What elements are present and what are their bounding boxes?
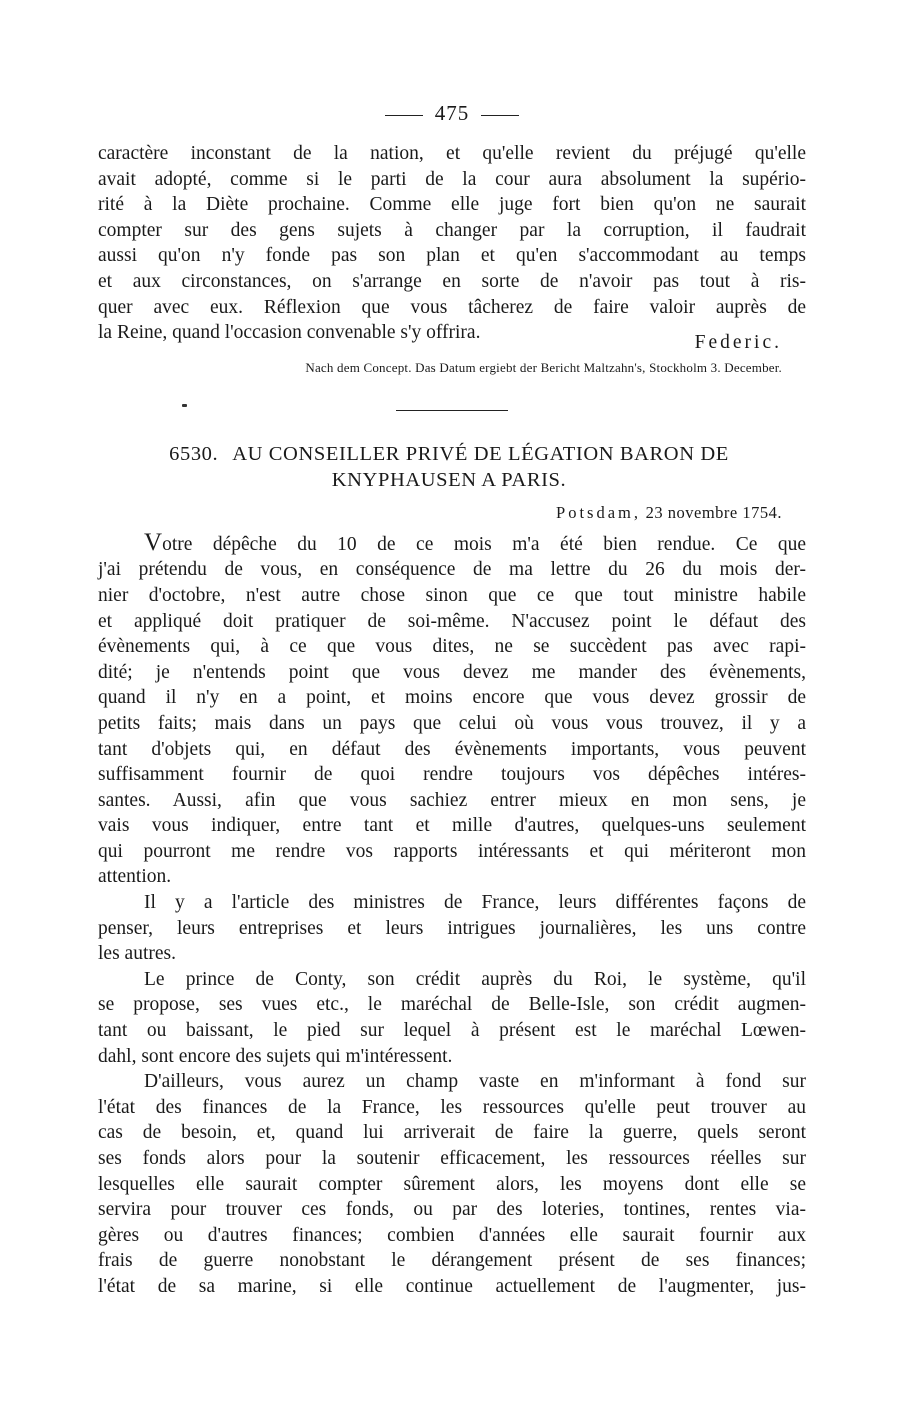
header-dash-right xyxy=(481,115,519,116)
header-dash-left xyxy=(385,115,423,116)
heading-title-1: AU CONSEILLER PRIVÉ DE LÉGATION BARON DE xyxy=(232,442,729,465)
paragraph-2 xyxy=(98,890,806,967)
document-heading xyxy=(98,441,806,493)
text-line: dahl, sont encore des sujets qui m'intéressent. xyxy=(98,1045,453,1067)
text-line: et appliqué doit pratiquer de soi-même. N'accusez point le défaut des xyxy=(98,610,806,632)
text-line: rité à la Diète prochaine. Comme elle juge fort bien qu'on ne saurait xyxy=(98,194,806,216)
text-line: santes. Aussi, afin que vous sachiez entrer mieux en mon sens, je xyxy=(98,789,806,811)
paragraph-3 xyxy=(98,967,806,1069)
text-line: aussi qu'on n'y fonde pas son plan et qu'en s'accommodant au temps xyxy=(98,245,806,267)
text-line: dité; je n'entends point que vous devez me mander des évènements, xyxy=(98,661,806,683)
text-line: gères ou d'autres finances; combien d'années elle saurait fournir aux xyxy=(98,1224,806,1246)
text-line: tant d'objets qui, en défaut des évènements importants, vous peuvent xyxy=(98,738,806,760)
text-line: Le prince de Conty, son crédit auprès du Roi, le système, qu'il xyxy=(144,968,806,990)
page-header xyxy=(98,96,806,130)
heading-line-1 xyxy=(116,441,782,467)
text-line: tant ou baissant, le pied sur lequel à présent est le maréchal Lœwen- xyxy=(98,1020,806,1042)
dateline-place: Potsdam, xyxy=(556,502,642,522)
text-line: cas de besoin, et, quand lui arriverait de faire la guerre, quels seront xyxy=(98,1122,806,1144)
text-line: caractère inconstant de la nation, et qu'elle revient du préjugé qu'elle xyxy=(98,143,806,164)
source-note: Nach dem Concept. Das Datum ergiebt der Bericht Maltzahn's, Stockholm 3. December. xyxy=(305,359,782,375)
text-line: penser, leurs entreprises et leurs intrigues journalières, les uns contre xyxy=(98,917,806,939)
signature: Federic. xyxy=(694,331,782,353)
dateline-date: 23 novembre 1754. xyxy=(645,502,782,522)
text-line: se propose, ses vues etc., le maréchal de Belle-Isle, son crédit augmen- xyxy=(98,994,806,1016)
text-line: lesquelles elle saurait compter sûrement alors, les moyens dont elle se xyxy=(98,1173,806,1195)
text-line xyxy=(98,530,806,558)
text-line: compter sur des gens sujets à changer par la corruption, il faudrait xyxy=(98,219,806,241)
text-line: suffisamment fournir de quoi rendre toujours vos dépêches intéres- xyxy=(98,764,806,786)
previous-letter-ending xyxy=(98,141,806,346)
text-line: D'ailleurs, vous aurez un champ vaste en m'informant à fond sur xyxy=(144,1071,806,1093)
document-number: 6530. xyxy=(169,442,219,465)
heading-title-2: KNYPHAUSEN A PARIS. xyxy=(331,468,567,491)
text-line: servira pour trouver ces fonds, ou par des loteries, tontines, rentes via- xyxy=(98,1199,806,1221)
text-line: vais vous indiquer, entre tant et mille d'autres, quelques-uns seulement xyxy=(98,815,806,837)
text-line: petits faits; mais dans un pays que celui où vous vous trouvez, il y a xyxy=(98,712,806,734)
text-line: nier d'octobre, n'est autre chose sinon que ce que tout ministre habile xyxy=(98,584,806,606)
text-line: ses fonds alors pour la soutenir efficacement, les ressources réelles sur xyxy=(98,1148,806,1169)
text-line: attention. xyxy=(98,866,172,888)
dateline xyxy=(98,503,806,529)
text-line: j'ai prétendu de vous, en conséquence de ma lettre du 26 du mois der- xyxy=(98,559,806,581)
text-line: la Reine, quand l'occasion convenable s'y offrira. xyxy=(98,322,481,344)
text-line: l'état des finances de la France, les ressources qu'elle peut trouver au xyxy=(98,1096,806,1118)
paragraph-4 xyxy=(98,1069,806,1299)
initial-letter: V xyxy=(144,528,163,556)
text-line: quand il n'y en a point, et moins encore que vous devez grossir de xyxy=(98,687,806,709)
book-page xyxy=(98,96,806,1300)
text-line: frais de guerre nonobstant le dérangement présent de ses finances; xyxy=(98,1250,806,1272)
paragraph-1 xyxy=(98,530,806,890)
text-line: Il y a l'article des ministres de France, leurs différentes façons de xyxy=(144,892,806,914)
page-number: 475 xyxy=(434,101,470,125)
text-line: et aux circonstances, on s'arrange en sorte de n'avoir pas tout à ris- xyxy=(98,270,806,292)
section-divider xyxy=(396,410,508,411)
text-line: qui pourront me rendre vos rapports intéressants et qui mériteront mon xyxy=(98,840,806,862)
text-line: évènements qui, à ce que vous dites, ne se succèdent pas avec rapi- xyxy=(98,636,806,658)
text-line: avait adopté, comme si le parti de la cour aura absolument la supério- xyxy=(98,168,806,190)
text-line: les autres. xyxy=(98,943,176,965)
text-line-rest: otre dépêche du 10 de ce mois m'a été bien rendue. Ce que xyxy=(162,533,806,555)
text-line: quer avec eux. Réflexion que vous tâcherez de faire valoir auprès de xyxy=(98,296,806,318)
text-line: l'état de sa marine, si elle continue actuellement de l'augmenter, jus- xyxy=(98,1275,806,1297)
